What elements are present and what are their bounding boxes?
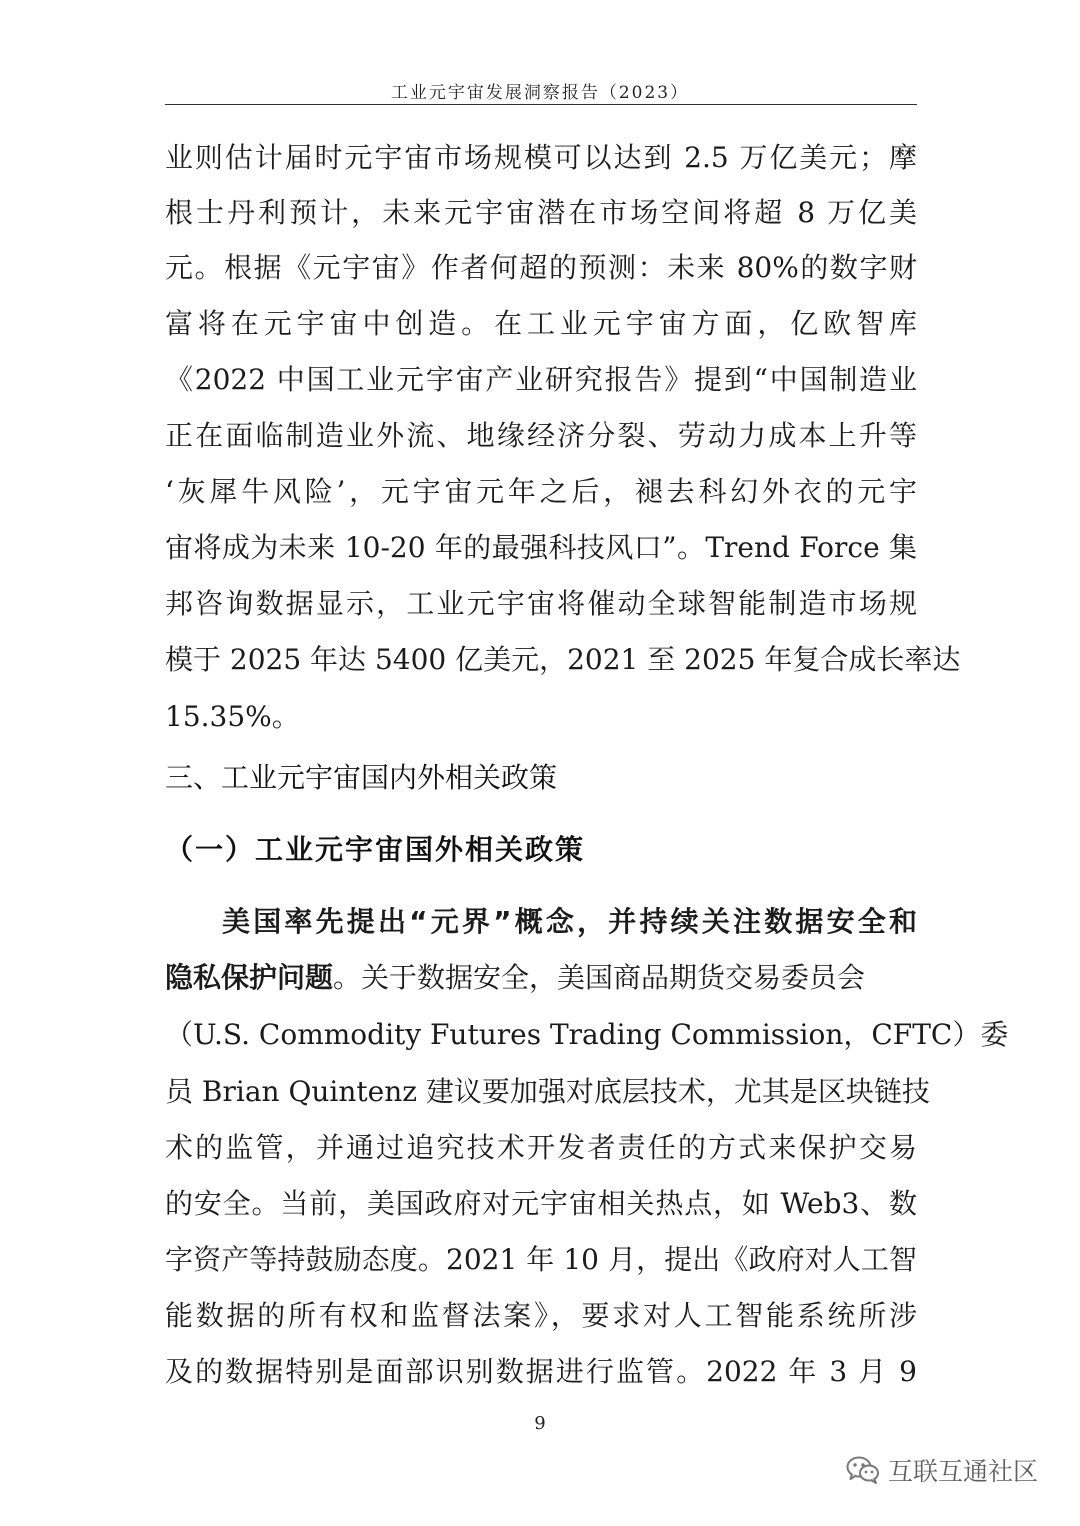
body-line: 及的数据特别是面部识别数据进行监管。2022 年 3 月 9 [165, 1355, 917, 1388]
body-line: 《2022 中国工业元宇宙产业研究报告》提到“中国制造业 [165, 363, 917, 396]
wechat-icon [846, 1455, 880, 1485]
body-line: 能数据的所有权和监督法案》，要求对人工智能系统所涉 [165, 1299, 917, 1332]
subsection-heading: （一）工业元宇宙国外相关政策 [165, 833, 586, 866]
body-line: 根士丹利预计，未来元宇宙潜在市场空间将超 8 万亿美 [165, 196, 917, 229]
body-line: 的安全。当前，美国政府对元宇宙相关热点，如 Web3、数 [165, 1187, 917, 1220]
body-line: （U.S. Commodity Futures Trading Commission，CFTC）委 [165, 1018, 1009, 1051]
body-line: ‘灰犀牛风险’，元宇宙元年之后，褪去科幻外衣的元宇 [165, 475, 917, 508]
header-divider [165, 104, 917, 105]
paragraph-lead-bold: 美国率先提出“元界”概念，并持续关注数据安全和 [222, 905, 917, 938]
section-heading: 三、工业元宇宙国内外相关政策 [165, 761, 558, 794]
body-line: 邦咨询数据显示，工业元宇宙将催动全球智能制造市场规 [165, 587, 917, 620]
body-line: 字资产等持鼓励态度。2021 年 10 月，提出《政府对人工智 [165, 1243, 917, 1276]
body-line: 宙将成为未来 10-20 年的最强科技风口”。Trend Force 集 [165, 531, 917, 564]
body-line: 富将在元宇宙中创造。在工业元宇宙方面，亿欧智库 [165, 307, 917, 340]
body-line: 业则估计届时元宇宙市场规模可以达到 2.5 万亿美元；摩 [165, 141, 917, 174]
body-line: 元。根据《元宇宙》作者何超的预测：未来 80%的数字财 [165, 251, 917, 284]
watermark-text: 互联互通社区 [888, 1457, 1039, 1486]
body-line: 模于 2025 年达 5400 亿美元，2021 至 2025 年复合成长率达 [165, 643, 961, 676]
line-continuation: 。关于数据安全，美国商品期货交易委员会 [333, 961, 866, 994]
lead-bold-continuation: 隐私保护问题 [165, 961, 334, 994]
body-line: 正在面临制造业外流、地缘经济分裂、劳动力成本上升等 [165, 419, 917, 452]
page-number: 9 [534, 1413, 546, 1434]
body-line [165, 958, 917, 998]
source-watermark [846, 1452, 1038, 1488]
body-line: 术的监管，并通过追究技术开发者责任的方式来保护交易 [165, 1131, 917, 1164]
body-line: 15.35%。 [165, 700, 300, 733]
body-line: 员 Brian Quintenz 建议要加强对底层技术，尤其是区块链技 [165, 1075, 930, 1108]
running-header: 工业元宇宙发展洞察报告（2023） [390, 83, 690, 103]
